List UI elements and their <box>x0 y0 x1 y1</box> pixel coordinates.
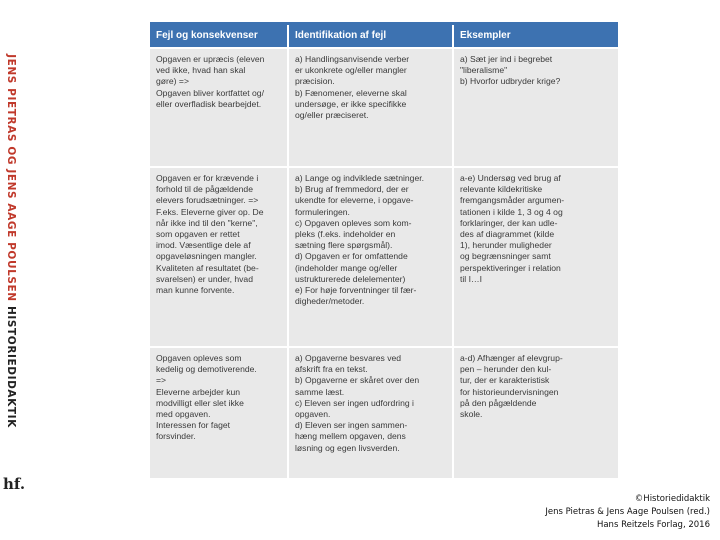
table-cell: a) Sæt jer ind i begrebet "liberalisme" b) Hvorfor udbryder krige? <box>460 54 561 87</box>
column-header-errors: Fejl og konsekvenser <box>150 25 289 47</box>
column-header-examples: Eksempler <box>460 30 511 41</box>
table-row <box>150 47 618 166</box>
table-cell: Opgaven er upræcis (eleven ved ikke, hvad han skal gøre) => Opgaven bliver kortfattet og/ eller overfladisk bearbejdet. <box>150 49 289 166</box>
table-cell: a) Handlingsanvisende verber er ukonkrete og/eller mangler præcision. b) Fænomener, eleverne skal undersøge, er ikke specifikke og/eller præciseret. <box>289 49 454 166</box>
table-row <box>150 166 618 346</box>
table-row <box>150 346 618 498</box>
book-spine-title <box>0 54 22 428</box>
table-cell: a-d) Afhænger af elevgrup- pen – herunder den kul- tur, der er karakteristisk for historieundervisningen på den pågældende skole. <box>460 353 563 420</box>
credit-publisher: Hans Reitzels Forlag, 2016 <box>596 520 710 530</box>
table-cell: a) Lange og indviklede sætninger. b) Brug af fremmedord, der er ukendte for eleverne, i opgave- formuleringen. c) Opgaven opleves som kom- pleks (f.eks. indeholder en sætning flere spørgsmål). d) Opgaven er for omfattende (indeholder mange og/eller ustrukturerede delelementer) e) For høje forventninger til fær- digheder/metoder. <box>289 168 454 346</box>
table-header <box>150 25 618 47</box>
copyright-credit <box>545 493 710 532</box>
publisher-logo: hf. <box>3 475 26 493</box>
spine-authors: JENS PIETRAS OG JENS AAGE POULSEN <box>5 54 18 302</box>
credit-authors: Jens Pietras & Jens Aage Poulsen (red.) <box>545 507 710 517</box>
table-cell: Opgaven er for krævende i forhold til de pågældende elevers forudsætninger. => F.eks. Eleverne giver op. De når ikke ind til den "kerne", som opgaven er rettet imod. Væsentlige dele af opgaveløsningen mangler. Kvaliteten af resultatet (be- svarelsen) er under, hvad man kunne forvente. <box>150 168 289 346</box>
table-cell: Opgaven opleves som kedelig og demotiverende. => Eleverne arbejder kun modvilligt eller slet ikke med opgaven. Interessen for faget forsvinder. <box>150 348 289 498</box>
spine-book-title: HISTORIEDIDAKTIK <box>5 305 18 428</box>
credit-copyright: ©Historiedidaktik <box>634 494 710 504</box>
error-analysis-table <box>150 22 618 478</box>
spine-text <box>5 54 17 428</box>
table-cell: a) Opgaverne besvares ved afskrift fra en tekst. b) Opgaverne er skåret over den samme læst. c) Eleven ser ingen udfordring i opgaven. d) Eleven ser ingen sammen- hæng mellem opgaven, dens løsning og egen livsverden. <box>289 348 454 498</box>
column-header-identification: Identifikation af fejl <box>289 25 454 47</box>
table-cell: a-e) Undersøg ved brug af relevante kildekritiske fremgangsmåder argumen- tationen i kilde 1, 3 og 4 og forklaringer, der kan udle- des af diagrammet (kilde 1), herunder muligheder og begrænsninger samt perspektiveringer i relation til I…I <box>460 173 565 284</box>
